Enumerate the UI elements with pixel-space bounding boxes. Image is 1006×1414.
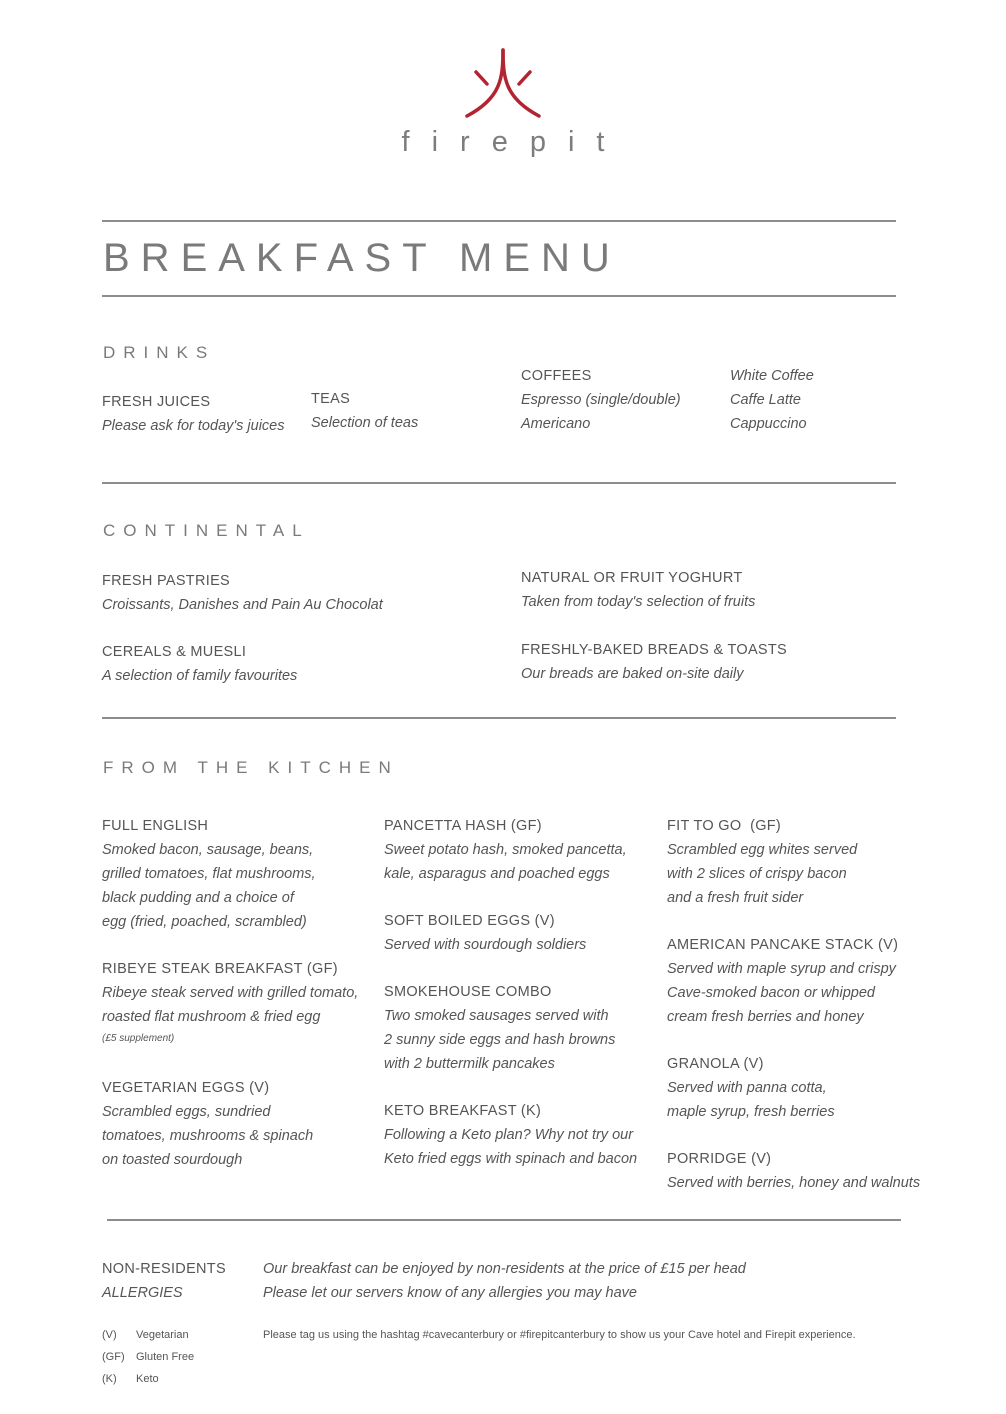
item-name: FRESHLY-BAKED BREADS & TOASTS [521, 642, 788, 658]
item-desc-line: Ribeye steak served with grilled tomato, [102, 985, 359, 1001]
item-name: SMOKEHOUSE COMBO [384, 984, 552, 1000]
divider [102, 482, 896, 484]
menu-item-american-pancake-stack [667, 933, 898, 1029]
item-desc-line: egg (fried, poached, scrambled) [102, 914, 307, 930]
legend-label: Keto [136, 1373, 159, 1385]
item-desc: Taken from today's selection of fruits [521, 594, 756, 610]
divider [102, 717, 896, 719]
legend-item [102, 1346, 194, 1368]
item-desc-line: Smoked bacon, sausage, beans, [102, 842, 314, 858]
item-desc: Please ask for today's juices [102, 418, 285, 434]
coffee-option: Espresso (single/double) [521, 392, 681, 408]
item-desc-line: Served with maple syrup and crispy [667, 961, 896, 977]
allergies-label: ALLERGIES [102, 1285, 183, 1301]
section-heading-continental: CONTINENTAL [103, 521, 310, 540]
legend-code: (GF) [102, 1351, 125, 1363]
item-name: TEAS [311, 391, 351, 407]
brand-logo [463, 48, 543, 120]
menu-item-keto-breakfast [384, 1099, 637, 1171]
menu-item [521, 638, 787, 686]
page-title: BREAKFAST MENU [103, 236, 621, 280]
divider [107, 1219, 901, 1221]
divider [102, 220, 896, 222]
item-name: FRESH JUICES [102, 394, 211, 410]
item-name: GRANOLA (V) [667, 1056, 764, 1072]
item-desc-line: tomatoes, mushrooms & spinach [102, 1128, 314, 1144]
legend-code: (K) [102, 1373, 117, 1385]
legend-code: (V) [102, 1329, 117, 1341]
menu-item-teas [311, 387, 418, 435]
item-desc-line: roasted flat mushroom & fried egg [102, 1009, 321, 1025]
divider [102, 295, 896, 297]
coffee-option: Cappuccino [730, 416, 807, 432]
legend-label: Gluten Free [136, 1351, 195, 1363]
menu-item [102, 569, 383, 617]
item-desc-line: Following a Keto plan? Why not try our [384, 1127, 634, 1143]
item-desc: Our breads are baked on-site daily [521, 666, 744, 682]
item-name: FULL ENGLISH [102, 818, 209, 834]
item-name: PANCETTA HASH (GF) [384, 818, 542, 834]
item-desc-line: Scrambled egg whites served [667, 842, 858, 858]
item-name: PORRIDGE (V) [667, 1151, 772, 1167]
item-desc-line: Two smoked sausages served with [384, 1008, 609, 1024]
menu-item [102, 640, 297, 688]
item-desc-line: Scrambled eggs, sundried [102, 1104, 271, 1120]
item-desc-line: Served with panna cotta, [667, 1080, 827, 1096]
item-desc: Selection of teas [311, 415, 419, 431]
menu-item-ribeye [102, 957, 358, 1049]
item-desc-line: cream fresh berries and honey [667, 1009, 864, 1025]
legend-label: Vegetarian [136, 1329, 189, 1341]
legend-item [102, 1324, 194, 1346]
item-desc-line: with 2 slices of crispy bacon [667, 866, 847, 882]
item-name: KETO BREAKFAST (K) [384, 1103, 542, 1119]
dietary-legend [102, 1324, 194, 1390]
item-desc-line: Served with sourdough soldiers [384, 937, 587, 953]
section-heading-kitchen: FROM THE KITCHEN [103, 758, 399, 777]
item-name: NATURAL OR FRUIT YOGHURT [521, 570, 743, 586]
section-heading-drinks: DRINKS [103, 343, 216, 362]
item-name: AMERICAN PANCAKE STACK (V) [667, 937, 899, 953]
coffee-option: Americano [521, 416, 591, 432]
brand-name: firepit [401, 126, 627, 158]
item-name: SOFT BOILED EGGS (V) [384, 913, 555, 929]
hashtag-text: Please tag us using the hashtag #cavecanterbury or #firepitcanterbury to show us your Cave hotel and Firepit experience. [263, 1329, 856, 1341]
menu-item-vegetarian-eggs [102, 1076, 313, 1172]
item-desc-line: Served with berries, honey and walnuts [667, 1175, 921, 1191]
menu-item-porridge [667, 1147, 920, 1195]
menu-item-coffees [521, 364, 681, 436]
item-name: FRESH PASTRIES [102, 573, 231, 589]
coffee-options-2 [730, 364, 814, 436]
menu-item-granola [667, 1052, 835, 1124]
item-name: VEGETARIAN EGGS (V) [102, 1080, 270, 1096]
menu-item-pancetta-hash [384, 814, 627, 886]
legend-item [102, 1368, 194, 1390]
allergies-text: Please let our servers know of any allergies you may have [263, 1285, 637, 1301]
item-name: COFFEES [521, 368, 592, 384]
item-desc-line: and a fresh fruit sider [667, 890, 804, 906]
menu-item-fresh-juices [102, 390, 285, 438]
item-desc: A selection of family favourites [102, 668, 298, 684]
non-residents-text: Our breakfast can be enjoyed by non-residents at the price of £15 per head [263, 1261, 746, 1277]
item-name: CEREALS & MUESLI [102, 644, 247, 660]
menu-item [521, 566, 755, 614]
menu-item-full-english [102, 814, 316, 934]
item-desc-line: Cave-smoked bacon or whipped [667, 985, 875, 1001]
supplement-note: (£5 supplement) [102, 1033, 175, 1044]
menu-item-smokehouse-combo [384, 980, 615, 1076]
item-desc-line: 2 sunny side eggs and hash browns [384, 1032, 616, 1048]
item-desc-line: kale, asparagus and poached eggs [384, 866, 610, 882]
coffee-option: Caffe Latte [730, 392, 801, 408]
flame-icon [463, 48, 543, 120]
item-name: RIBEYE STEAK BREAKFAST (GF) [102, 961, 338, 977]
item-desc-line: black pudding and a choice of [102, 890, 294, 906]
item-desc-line: on toasted sourdough [102, 1152, 243, 1168]
item-desc-line: maple syrup, fresh berries [667, 1104, 835, 1120]
item-desc-line: grilled tomatoes, flat mushrooms, [102, 866, 316, 882]
item-desc-line: Keto fried eggs with spinach and bacon [384, 1151, 638, 1167]
coffee-option: White Coffee [730, 368, 814, 384]
item-desc-line: with 2 buttermilk pancakes [384, 1056, 555, 1072]
menu-item-fit-to-go [667, 814, 857, 910]
item-name: FIT TO GO (GF) [667, 818, 782, 834]
non-residents-label: NON-RESIDENTS [102, 1261, 226, 1277]
item-desc-line: Sweet potato hash, smoked pancetta, [384, 842, 627, 858]
item-desc: Croissants, Danishes and Pain Au Chocolat [102, 597, 383, 613]
menu-item-soft-boiled-eggs [384, 909, 586, 957]
